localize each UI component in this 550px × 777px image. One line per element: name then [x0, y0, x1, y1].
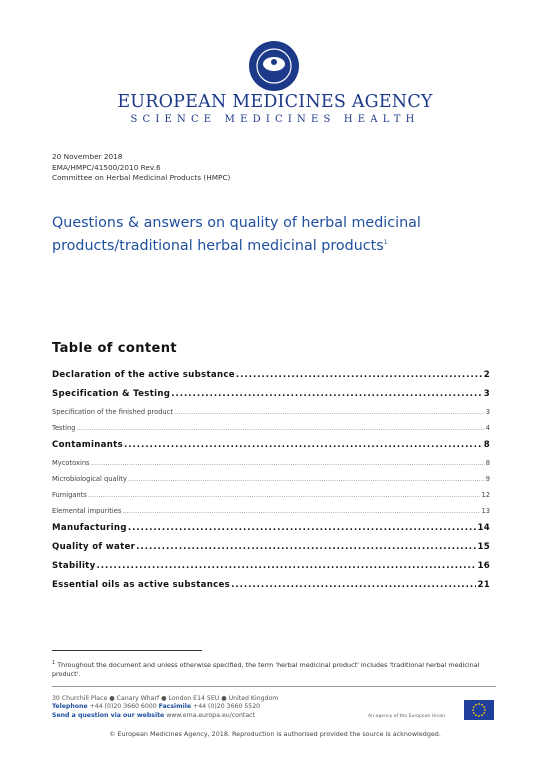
footer-contact	[52, 695, 352, 720]
toc-entry-title: Contaminants	[52, 440, 123, 450]
toc-dot-leader	[171, 385, 482, 404]
toc-entry-title: Quality of water	[52, 542, 136, 552]
footnote	[52, 659, 496, 678]
agency-note: An agency of the European Union	[368, 714, 446, 719]
committee-name: Committee on Herbal Medicinal Products (HMPC)	[52, 173, 231, 182]
toc-dot-leader	[122, 503, 480, 519]
document-meta	[52, 152, 230, 184]
title-line-2: products/traditional herbal medicinal products	[52, 237, 384, 254]
toc-dot-leader	[128, 519, 477, 538]
toc-page-number: 2	[483, 370, 490, 380]
toc-subsection-link[interactable]	[52, 471, 490, 487]
toc-section-link[interactable]	[52, 366, 490, 385]
toc-dot-leader	[136, 538, 476, 557]
footnote-marker: 1	[52, 660, 56, 666]
telephone-number: +44 (0)20 3660 6000	[89, 703, 157, 711]
title-footnote-marker[interactable]: 1	[383, 239, 388, 246]
telephone-label: Telephone	[52, 703, 88, 711]
website-link[interactable]: www.ema.europa.eu/contact	[166, 711, 255, 719]
facsimile-number: +44 (0)20 3660 5520	[193, 703, 261, 711]
toc-dot-leader	[236, 366, 483, 385]
toc-section-link[interactable]	[52, 538, 490, 557]
toc-entry-title: Stability	[52, 561, 96, 571]
toc-entry-title: Mycotoxins	[52, 459, 90, 467]
toc-dot-leader	[91, 455, 485, 471]
toc-section-link[interactable]	[52, 557, 490, 576]
table-of-contents	[52, 366, 490, 595]
agency-name: EUROPEAN MEDICINES AGENCY	[117, 92, 433, 112]
footnote-text: Throughout the document and unless otherwise specified, the term 'herbal medicinal product' includes 'traditional herbal medicinal product'.	[52, 661, 480, 678]
toc-page-number: 4	[485, 424, 490, 432]
toc-entry-title: Essential oils as active substances	[52, 580, 231, 590]
toc-heading: Table of content	[52, 341, 177, 356]
toc-dot-leader	[128, 471, 485, 487]
toc-subsection-link[interactable]	[52, 420, 490, 436]
toc-entry-title: Testing	[52, 424, 76, 432]
toc-section-link[interactable]	[52, 436, 490, 455]
toc-dot-leader	[124, 436, 483, 455]
toc-section-link[interactable]	[52, 519, 490, 538]
toc-section-link[interactable]	[52, 576, 490, 595]
toc-page-number: 12	[481, 491, 490, 499]
document-title	[52, 214, 492, 256]
question-label: Send a question via our website	[52, 711, 165, 719]
toc-page-number: 3	[485, 408, 490, 416]
toc-page-number: 14	[477, 523, 490, 533]
toc-page-number: 13	[481, 507, 490, 515]
copyright-notice: © European Medicines Agency, 2018. Reproduction is authorised provided the source is acknowledged.	[109, 730, 441, 738]
toc-dot-leader	[97, 557, 477, 576]
toc-entry-title: Declaration of the active substance	[52, 370, 235, 380]
toc-dot-leader	[77, 420, 485, 436]
toc-entry-title: Microbiological quality	[52, 475, 127, 483]
toc-subsection-link[interactable]	[52, 455, 490, 471]
toc-page-number: 3	[483, 389, 490, 399]
footer-address: 30 Churchill Place ● Canary Wharf ● London E14 5EU ● United Kingdom	[52, 695, 279, 702]
footer-divider	[52, 686, 496, 687]
footnote-divider	[52, 650, 202, 651]
document-date: 20 November 2018	[52, 152, 123, 161]
toc-dot-leader	[88, 487, 481, 503]
toc-section-link[interactable]	[52, 385, 490, 404]
facsimile-label: Facsimile	[158, 703, 192, 711]
toc-page-number: 9	[485, 475, 490, 483]
agency-tagline: SCIENCE MEDICINES HEALTH	[130, 114, 420, 125]
toc-subsection-link[interactable]	[52, 487, 490, 503]
toc-subsection-link[interactable]	[52, 503, 490, 519]
toc-entry-title: Specification of the finished product	[52, 408, 173, 416]
document-reference: EMA/HMPC/41500/2010 Rev.6	[52, 162, 161, 172]
toc-entry-title: Manufacturing	[52, 523, 127, 533]
title-line-1: Questions & answers on quality of herbal medicinal	[52, 215, 421, 231]
ema-logo-icon	[248, 40, 300, 92]
toc-page-number: 21	[477, 580, 490, 590]
toc-subsection-link[interactable]	[52, 404, 490, 420]
toc-dot-leader	[231, 576, 476, 595]
toc-page-number: 15	[477, 542, 490, 552]
toc-dot-leader	[174, 404, 485, 420]
toc-page-number: 16	[477, 561, 490, 571]
toc-page-number: 8	[485, 459, 490, 467]
toc-entry-title: Fumigants	[52, 491, 87, 499]
eu-flag-icon	[464, 700, 494, 720]
toc-entry-title: Elemental impurities	[52, 507, 122, 515]
toc-page-number: 8	[483, 440, 490, 450]
toc-entry-title: Specification & Testing	[52, 389, 171, 399]
